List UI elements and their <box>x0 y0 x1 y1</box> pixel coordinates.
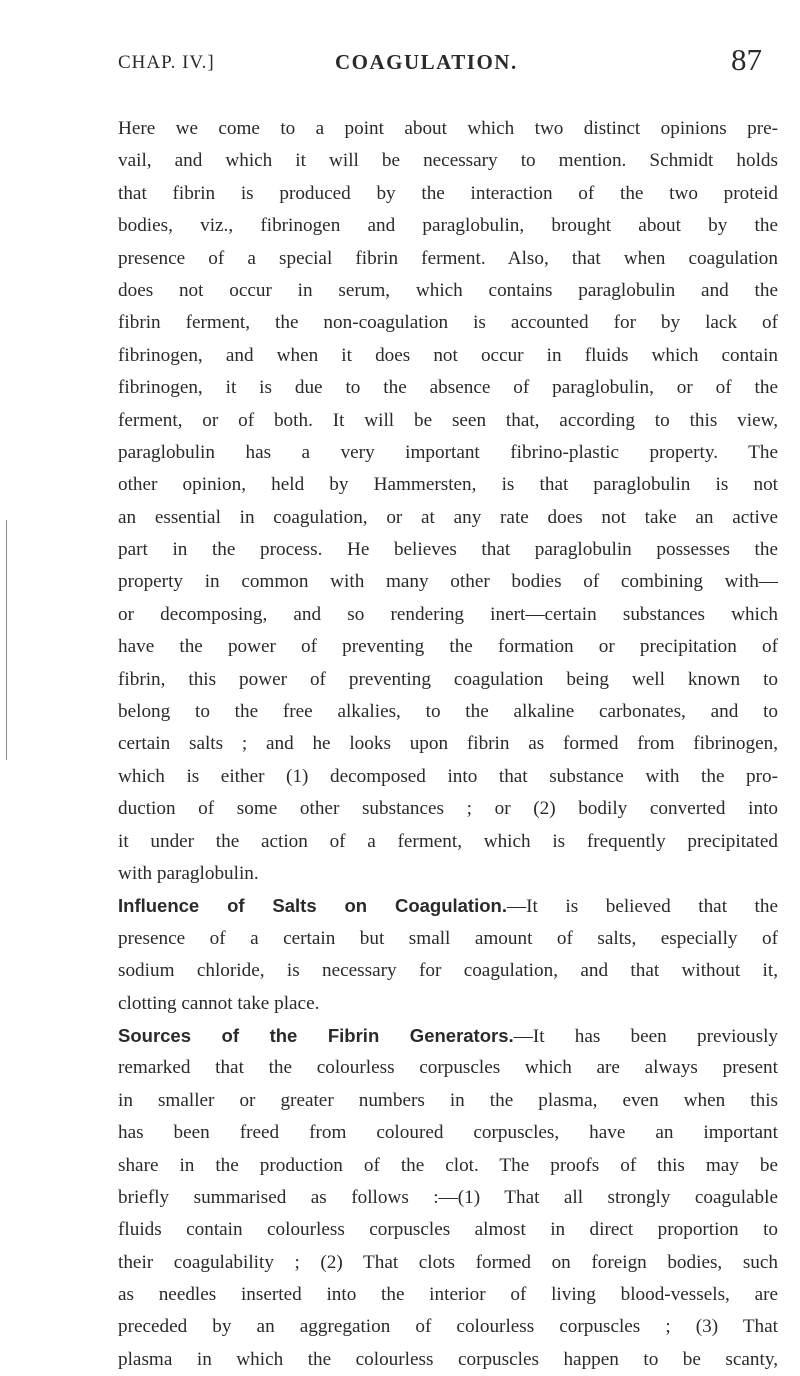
text-line: fibrinogen, and when it does not occur in fluids which contain <box>118 344 778 366</box>
text-line: sodium chloride, is necessary for coagulation, and that without it, <box>118 960 778 982</box>
text-line: with paraglobulin. <box>118 862 259 884</box>
section-text: —It is believed that the <box>506 896 778 918</box>
section-first-line <box>118 1020 778 1052</box>
text-line: which is either (1) decomposed into that substance with the pro- <box>118 765 778 787</box>
section-text: —It has been previously <box>513 1025 778 1047</box>
text-line: their coagulability ; (2) That clots formed on foreign bodies, such <box>118 1251 778 1273</box>
text-line: property in common with many other bodies of combining with— <box>118 571 778 593</box>
text-line: have the power of preventing the formation or precipitation of <box>118 636 778 658</box>
text-line: fluids contain colourless corpuscles almost in direct proportion to <box>118 1219 778 1241</box>
text-line: briefly summarised as follows :—(1) That all strongly coagulable <box>118 1186 778 1208</box>
margin-line <box>6 520 7 760</box>
text-line: preceded by an aggregation of colourless corpuscles ; (3) That <box>118 1316 778 1338</box>
text-line: clotting cannot take place. <box>118 992 320 1014</box>
text-line: presence of a certain but small amount of salts, especially of <box>118 927 778 949</box>
text-line: ferment, or of both. It will be seen that, according to this view, <box>118 409 778 431</box>
text-line: Here we come to a point about which two distinct opinions pre- <box>118 118 778 139</box>
text-line: as needles inserted into the interior of living blood-vessels, are <box>118 1284 778 1306</box>
section-first-line <box>118 890 778 922</box>
text-line: remarked that the colourless corpuscles which are always present <box>118 1057 778 1079</box>
text-line: duction of some other substances ; or (2) bodily converted into <box>118 798 778 820</box>
text-line: certain salts ; and he looks upon fibrin as formed from fibrinogen, <box>118 733 778 755</box>
text-line: paraglobulin has a very important fibrino-plastic property. The <box>118 441 778 463</box>
text-line: plasma in which the colourless corpuscles happen to be scanty, <box>118 1348 778 1370</box>
text-line: presence of a special fibrin ferment. Also, that when coagulation <box>118 247 778 269</box>
running-head <box>118 42 762 88</box>
section-heading-sources: Sources of the Fibrin Generators. <box>118 1024 514 1046</box>
text-line: fibrin, this power of preventing coagulation being well known to <box>118 668 778 690</box>
text-line: or decomposing, and so rendering inert—certain substances which <box>118 603 778 625</box>
text-line: fibrin ferment, the non-coagulation is accounted for by lack of <box>118 312 778 334</box>
text-line: part in the process. He believes that paraglobulin possesses the <box>118 539 778 561</box>
chapter-label: CHAP. IV.] <box>118 52 215 73</box>
text-line: belong to the free alkalies, to the alkaline carbonates, and to <box>118 701 778 723</box>
text-line: vail, and which it will be necessary to mention. Schmidt holds <box>118 150 778 172</box>
text-line: fibrinogen, it is due to the absence of paraglobulin, or of the <box>118 377 778 399</box>
text-line: has been freed from coloured corpuscles, have an important <box>118 1122 778 1144</box>
text-line: other opinion, held by Hammersten, is that paraglobulin is not <box>118 474 778 496</box>
running-title: COAGULATION. <box>335 50 518 74</box>
text-line: that fibrin is produced by the interaction of the two proteid <box>118 182 778 204</box>
text-line: does not occur in serum, which contains paraglobulin and the <box>118 279 778 301</box>
text-line: bodies, viz., fibrinogen and paraglobulin, brought about by the <box>118 215 778 237</box>
text-line: an essential in coagulation, or at any rate does not take an active <box>118 506 778 528</box>
section-heading-salts: Influence of Salts on Coagulation. <box>118 895 507 917</box>
body-text <box>118 113 778 1376</box>
text-line: in smaller or greater numbers in the plasma, even when this <box>118 1089 778 1111</box>
text-line: it under the action of a ferment, which is frequently precipitated <box>118 830 778 852</box>
text-line: share in the production of the clot. The proofs of this may be <box>118 1154 778 1176</box>
page-number: 87 <box>731 42 762 77</box>
